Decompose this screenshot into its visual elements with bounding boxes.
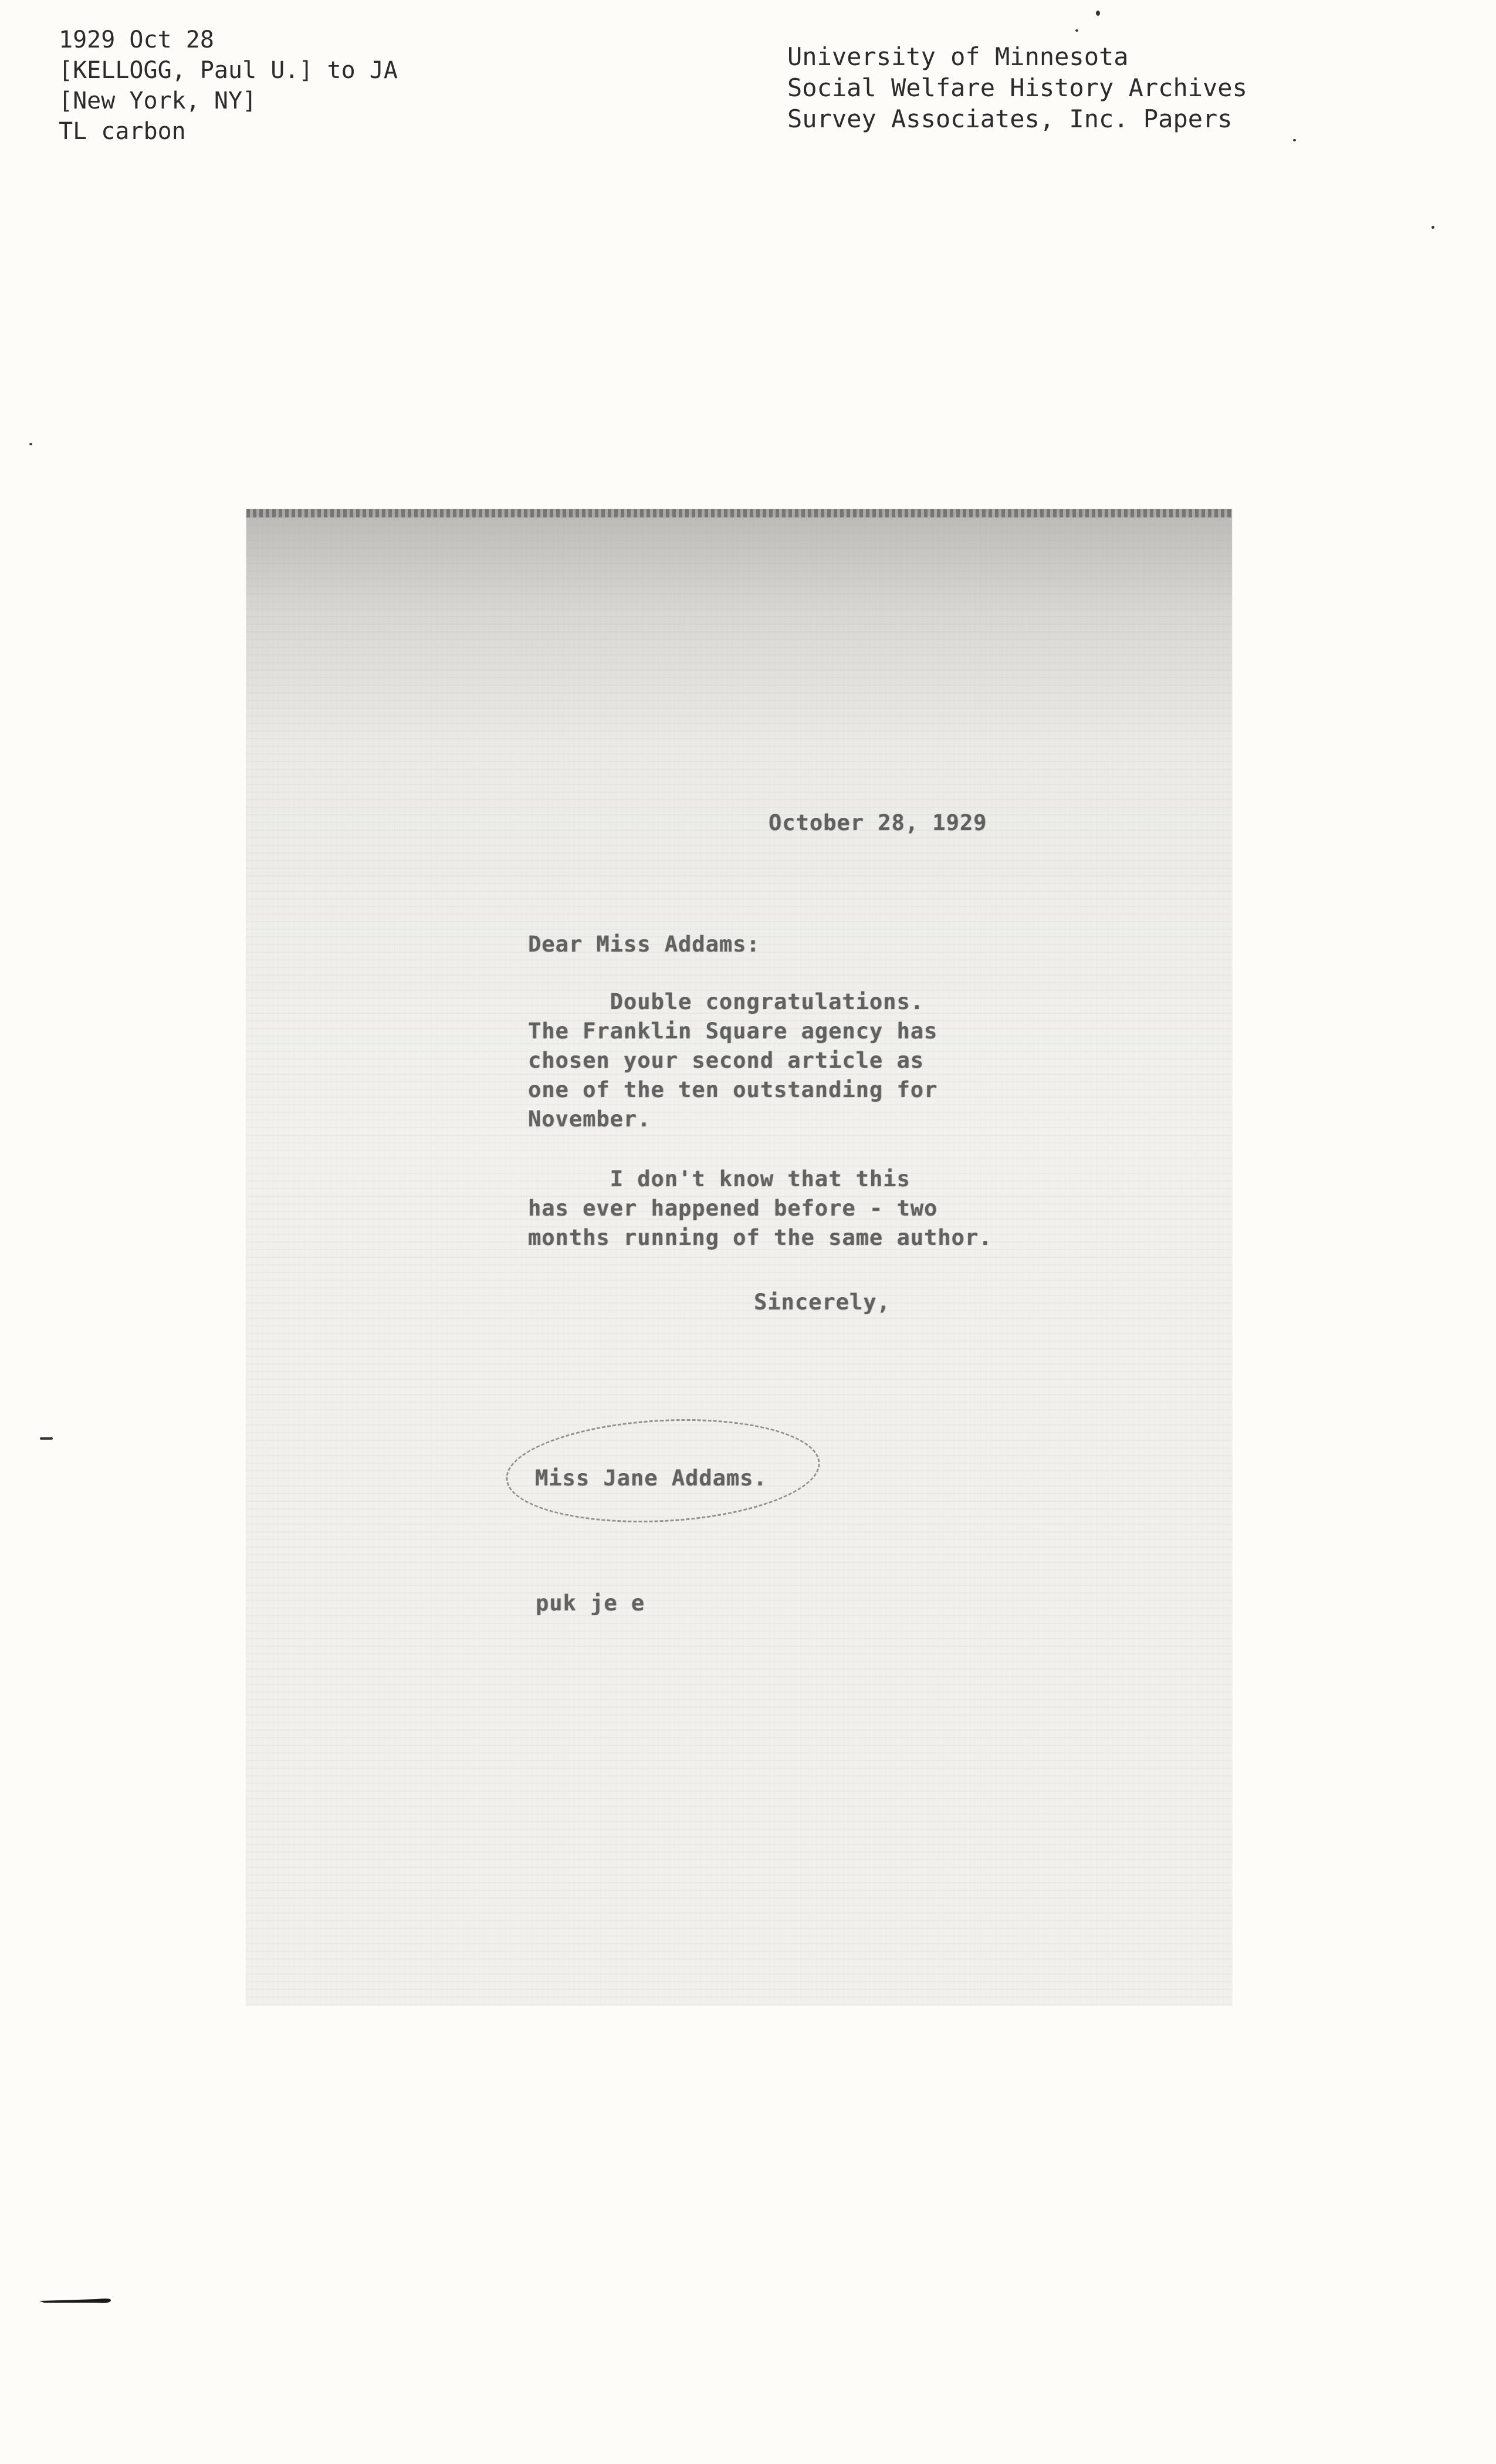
letter-line: November. bbox=[528, 1106, 651, 1132]
letter-recipient: Miss Jane Addams. bbox=[535, 1465, 767, 1491]
repository-label bbox=[787, 41, 1247, 134]
archive-place: [New York, NY] bbox=[59, 87, 257, 114]
letter-line: has ever happened before - two bbox=[528, 1196, 938, 1221]
letter-line: Double congratulations. bbox=[528, 989, 925, 1014]
typist-initials: puk je e bbox=[536, 1590, 645, 1616]
letter-line: I don't know that this bbox=[528, 1166, 911, 1192]
stray-mark bbox=[1431, 226, 1434, 229]
repository-archive: Social Welfare History Archives bbox=[787, 73, 1247, 102]
repository-collection: Survey Associates, Inc. Papers bbox=[787, 104, 1233, 133]
letter-line: months running of the same author. bbox=[528, 1225, 993, 1250]
letter-line: chosen your second article as bbox=[528, 1048, 925, 1073]
stray-mark bbox=[1293, 139, 1296, 141]
archive-date: 1929 Oct 28 bbox=[59, 26, 214, 53]
stray-mark bbox=[40, 1437, 53, 1440]
archive-correspondents: [KELLOGG, Paul U.] to JA bbox=[59, 57, 398, 84]
letter-date: October 28, 1929 bbox=[769, 810, 987, 835]
archive-document-type: TL carbon bbox=[59, 118, 186, 145]
letter-line: one of the ten outstanding for bbox=[528, 1077, 938, 1102]
margin-pen-mark bbox=[38, 2294, 113, 2306]
repository-institution: University of Minnesota bbox=[787, 42, 1129, 71]
stray-mark bbox=[1075, 29, 1078, 32]
letter-paragraph-2 bbox=[528, 1165, 992, 1253]
archive-label bbox=[59, 25, 398, 147]
letter-paragraph-1 bbox=[528, 987, 937, 1134]
stray-mark bbox=[1096, 11, 1100, 16]
carbon-top-edge bbox=[246, 509, 1232, 517]
letter-line: The Franklin Square agency has bbox=[528, 1018, 938, 1044]
letter-salutation: Dear Miss Addams: bbox=[528, 932, 760, 957]
letter-closing: Sincerely, bbox=[754, 1289, 891, 1315]
carbon-copy-sheet bbox=[246, 509, 1232, 2005]
stray-mark bbox=[29, 443, 32, 445]
